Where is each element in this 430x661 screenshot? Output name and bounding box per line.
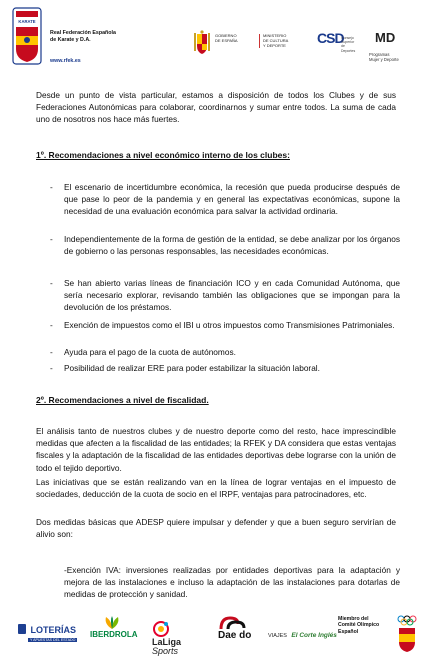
loterias-subtitle: Y APUESTAS DEL ESTADO xyxy=(30,638,76,642)
section2-paragraph: Dos medidas básicas que ADESP quiere impulsar y defender y que a buen seguro servirían de alivio son: xyxy=(36,517,396,540)
section1-item: El escenario de incertidumbre económica, la recesión que pueda producirse después de que pase lo peor de la pandemia y en general las expectativas económicas, supone la necesidad de una evaluación económica para salvar la actividad ordinaria. xyxy=(64,182,400,217)
csd-line1: Consejo xyxy=(341,36,354,40)
loterias-logo xyxy=(18,620,77,642)
ministry-line2: DE CULTURA xyxy=(263,37,289,43)
section1-item: Ayuda para el pago de la cuota de autónomos. xyxy=(64,347,236,357)
csd-line2: Superior de xyxy=(341,40,355,49)
md-mark: MD xyxy=(375,30,396,45)
federation-name-line1: Real Federación Española xyxy=(50,30,116,36)
coe-line3: Español xyxy=(338,628,359,635)
section2-paragraph: El análisis tanto de nuestros clubes y de nuestro deporte como del resto, hace imprescindible medidas que afecten a la fiscalidad de las entidades; la RFEK y DA considera que estas ventajas fiscales y la adaptación de la fiscalidad de las entidades deportivas debe lograrse con la unión de todo el tejido deportivo. xyxy=(36,426,396,473)
laliga-sports-logo xyxy=(152,620,181,656)
section1-item: Independientemente de la forma de gestión de la entidad, se debe analizar por los órganos de gobierno o las personas responsables, las necesidades económicas. xyxy=(64,234,400,257)
ministry-line1: MINISTERIO xyxy=(263,33,287,38)
section2-heading: 2º. Recomendaciones a nivel de fiscalidad. xyxy=(36,395,209,405)
section2-paragraph: Las iniciativas que se están realizando van en la línea de lograr ventajas en el impuesto de sociedades, deducción de la cuota de socio en el IRPF, ventajas para patrocinadores, etc. xyxy=(36,477,396,500)
csd-line3: Deportes xyxy=(341,48,356,53)
intro-paragraph: Desde un punto de vista particular, estamos a disposición de todos los Clubes y de sus Federaciones Autonómicas para colaborar, coordinarnos y sumar entre todos. La suma de cada uno de nosotros nos hace más fuertes. xyxy=(36,90,396,125)
section1-item: Se han abierto varias líneas de financiación ICO y en cada Comunidad Autónoma, que sería necesario explorar, revisando también las obligaciones que se impongan para la devolución de los préstamos. xyxy=(64,278,400,313)
section2-paragraph: -Exención IVA: inversiones realizadas por entidades deportivas para la adaptación y mejora de las instalaciones e incluso la adaptación de las instalaciones para dotarlas de medidas de protección y sanidad. xyxy=(64,565,400,600)
iberdrola-text: IBERDROLA xyxy=(90,630,138,639)
list-dash: - xyxy=(50,363,53,373)
section1-item: Exención de impuestos como el IBI u otros impuestos como Transmisiones Patrimoniales. xyxy=(64,320,395,330)
laliga-line2: Sports xyxy=(152,646,179,656)
coe-line1: Miembro del xyxy=(338,616,369,622)
list-dash: - xyxy=(50,347,53,357)
iberdrola-leaf-icon xyxy=(102,616,122,630)
section1-heading: 1º. Recomendaciones a nivel económico interno de los clubes: xyxy=(36,150,290,160)
csd-text xyxy=(341,36,359,53)
daedo-symbol-icon xyxy=(218,616,248,630)
csd-logo xyxy=(317,30,357,60)
viajes-brand: El Corte Inglés xyxy=(291,632,337,639)
list-dash: - xyxy=(50,234,53,244)
section1-item: Posibilidad de realizar ERE para poder estabilizar la situación laboral. xyxy=(64,363,320,373)
laliga-ball-icon xyxy=(152,620,170,638)
md-text xyxy=(369,52,417,62)
government-logo xyxy=(193,30,311,58)
list-dash: - xyxy=(50,320,53,330)
spain-coat-of-arms-icon xyxy=(193,30,211,56)
ministry-text xyxy=(259,34,313,48)
coe-olympic-logo xyxy=(394,614,420,654)
viajes-eci-logo xyxy=(268,624,337,642)
federation-name-line2: de Karate y D.A. xyxy=(50,37,91,43)
page-header xyxy=(0,0,430,80)
loterias-text: LOTERÍAS xyxy=(30,625,76,635)
md-line2: Mujer y Deporte xyxy=(369,57,399,62)
rfek-shield-logo xyxy=(12,7,42,65)
government-text xyxy=(215,34,255,44)
daedo-logo xyxy=(218,616,251,641)
list-dash: - xyxy=(50,278,53,288)
sponsors-footer xyxy=(0,608,430,661)
iberdrola-logo xyxy=(90,616,140,639)
mujer-deporte-logo xyxy=(367,30,417,66)
ministry-line3: Y DEPORTE xyxy=(263,42,286,48)
laliga-line1: LaLiga xyxy=(152,637,182,647)
coe-member-text xyxy=(338,616,390,635)
coe-line2: Comité Olímpico xyxy=(338,622,380,629)
csd-mark: CSD xyxy=(317,30,344,46)
md-line1: Programas xyxy=(369,52,390,57)
loterias-icon xyxy=(18,624,26,634)
gov-line2: DE ESPAÑA xyxy=(215,37,238,43)
shield-label: KARATE xyxy=(18,19,36,24)
federation-name xyxy=(50,30,116,44)
federation-url-link[interactable]: www.rfek.es xyxy=(50,58,81,64)
viajes-text: VIAJES xyxy=(268,633,287,639)
gov-line1: GOBIERNO xyxy=(215,33,237,38)
list-dash: - xyxy=(50,182,53,192)
daedo-text: Dae do xyxy=(218,630,252,641)
